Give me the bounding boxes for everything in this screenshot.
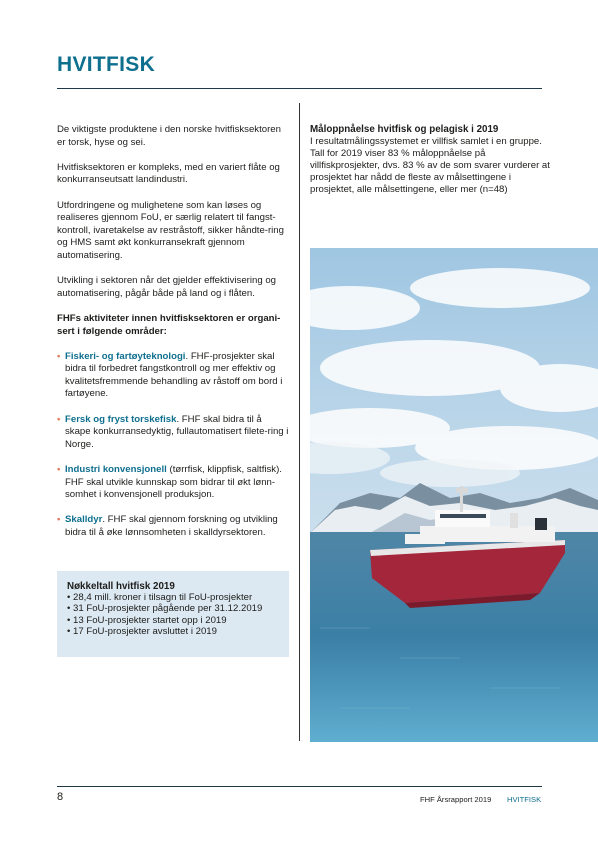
- activity-highlight: Industri konvensjonell: [65, 464, 167, 476]
- development-paragraph: Utvikling i sektoren når det gjelder effektivisering og automatisering, pågår både på land og i flåten.: [57, 275, 276, 299]
- bullet-icon: •: [57, 514, 61, 526]
- column-divider: [299, 103, 300, 741]
- page-title: HVITFISK: [57, 53, 156, 76]
- challenges-paragraph: Utfordringene og mulighetene som kan løses og realiseres gjennom FoU, er særlig relatert til fangst-kontroll, ivaretakelse av restråstoff, sikker håndte-ring og HMS samt økt konkurransekraft gjennom automatisering.: [57, 199, 284, 261]
- activity-highlight: Fersk og fryst torskefisk: [65, 413, 177, 425]
- activity-item: [57, 414, 289, 452]
- bullet-icon: •: [67, 625, 71, 637]
- activity-item: [57, 464, 289, 502]
- activity-text: . FHF skal gjennom forskning og utvikling bidra til å øke lønnsomheten i skalldyrsektoren.: [65, 514, 278, 538]
- key-figure-item: • 31 FoU-prosjekter pågående per 31.12.2019: [67, 603, 263, 615]
- activity-item: [57, 514, 289, 539]
- activity-text: . FHF-prosjekter skal bidra til forbedret fangstkontroll og mer effektiv og kvalitetsfremmende behandling av råstoff om bord i fartøyene.: [65, 350, 283, 400]
- bullet-icon: •: [57, 464, 61, 476]
- goal-achievement-title: Måloppnåelse hvitfisk og pelagisk i 2019: [310, 124, 499, 135]
- left-column: [57, 124, 289, 552]
- activity-text: (tørrfisk, klippfisk, saltfisk). FHF skal utvikle kunnskap som bidrar til økt lønn-somhet i konvensjonell produksjon.: [65, 464, 282, 501]
- page-number: 8: [57, 791, 64, 803]
- goal-achievement-section: [310, 124, 550, 196]
- key-figure-item: • 13 FoU-prosjekter startet opp i 2019: [67, 614, 227, 626]
- key-figure-item: • 17 FoU-prosjekter avsluttet i 2019: [67, 625, 217, 637]
- fishing-vessel-photo: [310, 248, 598, 742]
- bullet-icon: •: [67, 592, 71, 604]
- activity-item: [57, 351, 289, 401]
- bullet-icon: •: [57, 413, 61, 425]
- header-divider: [57, 88, 542, 89]
- goal-achievement-body: I resultatmålingssystemet er villfisk samlet i en gruppe. Tall for 2019 viser 83 % måloppnåelse på villfiskprosjekter, dvs. 83 % av de som svarer vurderer at prosjektet har nådd de fleste av målsettingene i prosjektet, alle målsettingene, eller mer (n=48): [310, 136, 550, 195]
- activity-text: . FHF skal bidra til å skape konkurransedyktig, fullautomatisert filete-ring i Norge.: [65, 413, 289, 450]
- key-figure-item: • 28,4 mill. kroner i tilsagn til FoU-prosjekter: [67, 592, 253, 604]
- bullet-icon: •: [67, 614, 71, 626]
- activity-highlight: Skalldyr: [65, 514, 103, 526]
- bullet-icon: •: [57, 350, 61, 362]
- activity-highlight: Fiskeri- og fartøyteknologi: [65, 350, 186, 362]
- intro-paragraph: De viktigste produktene i den norske hvitfisksektoren er torsk, hyse og sei.: [57, 124, 281, 148]
- complexity-paragraph: Hvitfisksektoren er kompleks, med en variert flåte og konkurranseutsatt landindustri.: [57, 161, 280, 186]
- key-figures-title: Nøkkeltall hvitfisk 2019: [67, 581, 175, 592]
- footer-report-title: FHF Årsrapport 2019: [420, 795, 492, 804]
- footer-divider: [57, 786, 542, 787]
- bullet-icon: •: [67, 603, 71, 615]
- key-figures-list: [67, 592, 289, 637]
- activities-intro: FHFs aktiviteter innen hvitfisksektoren er organi-sert i følgende områder:: [57, 312, 281, 337]
- activity-list: [57, 351, 289, 540]
- key-figures-box: [57, 571, 289, 657]
- footer-section-name: HVITFISK: [507, 795, 542, 804]
